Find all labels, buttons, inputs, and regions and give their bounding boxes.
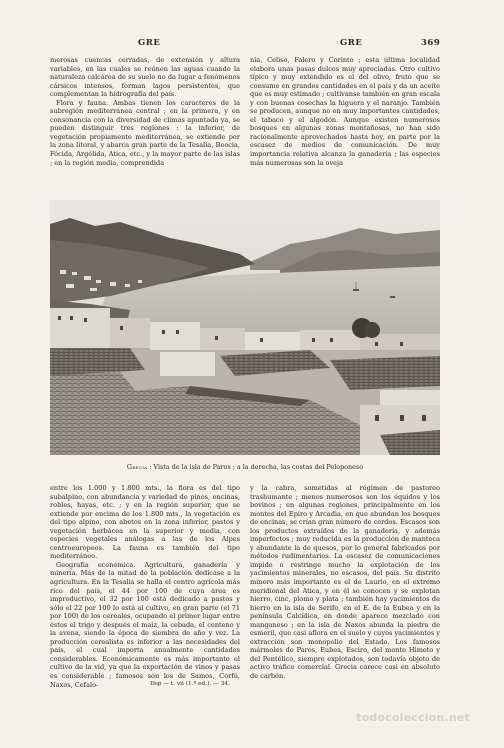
paros-photo xyxy=(50,200,440,455)
paragraph: y la cabra, sometidas al régimen de pastoreo trashumante ; menos numerosos son los équidos y los bovinos ; en algunas regiones, principalmente en los montes del Epiro y Arcadia, en que abundan los bosques de encinas, se crían gran número de cerdos. Escasos son los productos extraídos de la ganadería, y además imperfectos ; muy reducida es la producción de manteca y abundante la de quesos, por lo general fabricados por métodos rudimentarios. La escasez de comunicaciones impide o restringe mucho la explotación de los yacimientos minerales, no escasos, del país. Su distrito minero más importante es el de Laurio, en el extremo meridional del Atica, y en él se conocen y se explotan hierro, cinc, plomo y plata ; también hay yacimientos de hierro en la isla de Serifo, en el E. de la Eubea y en la península Calcídica, en donde aparece mezclado con manganeso ; en la isla de Naxos abunda la piedra de esmeril, que casi aflora en el suelo y cuyos yacimientos y extracción son monopolio del Estado. Los famosos mármoles de Paros, Eubea, Esciro, del monte Himeto y del Pentélico, siempre explotados, son todavía objeto de activo tráfico comercial. Grecia carece casi en absoluto de carbón. xyxy=(250,484,440,681)
header-left-word: GRE xyxy=(138,38,161,48)
column-top-left xyxy=(50,56,240,198)
header-right-word: GRE xyxy=(340,38,363,48)
paragraph: Geografía económica. Agricultura, ganadería y minería. Más de la mitad de la población dedícase a la agricultura. En la Tesalia se halla el centro agrícola más rico del país, el 44 por 100 de cuya área es improductivo, el 32 por 100 está dedicado a pastos y sólo el 22 por 100 lo está al cultivo, en gran parte (el 71 por 100) de los cereales, ocupando el primer lugar entre éstos el trigo y después el maíz, la cebada, el centeno y la avena, siendo la época de siembra de año y vez. La producción cerealista es inferior a las necesidades del país, el cual importa anualmente cantidades considerables. Económicamente es más importante el cultivo de la vid, ya que la exportación de vinos y pasas es considerable ; famosos son los de Samos, Corfú, Naxos, Cefalo- xyxy=(50,560,240,689)
paragraph: nia, Celiso, Falero y Corinto ; esta última localidad elabora unas pasas dulces muy apreciadas. Otro cultivo típico y muy extendido es el del olivo, fruto que se consume en grandes cantidades en el país y da un aceite que es muy estimado ; cultívanse también en gran escala y con buenas cosechas la higuera y el naranjo. También se producen, aunque no en muy importantes cantidades, el tabaco y el algodón. Aunque existen numerosos bosques en algunas zonas montañosas, no han sido racionalmente aprovechados hasta hoy, en parte por la escasez de medios de comunicación. De muy importancia relativa alcanza la ganadería ; las especies más numerosas son la oveja xyxy=(250,56,440,167)
watermark: todocoleccion.net xyxy=(356,711,470,724)
paros-harbor-illustration xyxy=(50,200,440,455)
column-bottom-right xyxy=(250,484,440,681)
page-header xyxy=(50,38,440,52)
column-top-right xyxy=(250,56,440,198)
caption-text: : Vista de la isla de Paros ; a la derecha, las costas del Peloponeso xyxy=(149,463,364,471)
caption-place: Grecia xyxy=(126,463,148,471)
paragraph: Flora y fauna. Ambas tienen los caracteres de la subregión mediterránea central ; en la primera, y en consonancia con la diversidad de climas apuntada ya, se pueden distinguir tres regiones : la inferior, de vegetación propiamente mediterránea, se extiende por la zona litoral, y abarca gran parte de la Tesalia, Beocia, Fócida, Argólida, Atica, etc., y la mayor parte de las islas ; en la región media, comprendida xyxy=(50,98,240,167)
paragraph: entre los 1.000 y 1.800 mts., la flora es del tipo subalpino, con abundancia y variedad de pinos, encinas, robles, hayas, etc. ; y en la región superior, que se extiende por encima de los 1.800 mts., la vegetación es del tipo alpino, con abetos en la zona inferior, pastos y vegetación herbácea en la superior y media, con especies vegetales análogas a las de los Alpes centroeuropeos. La fauna es también del tipo mediterráneo. xyxy=(50,484,240,561)
page-number: 369 xyxy=(421,38,441,48)
page-footer: Dsp — t. vii (1.ª ed.). — 34. xyxy=(150,681,230,687)
photo-caption xyxy=(50,463,440,471)
paragraph: merosas cuencas cerradas, de extensión y altura variables, en las cuales se reúnen las aguas cuando la naturaleza calcárea de su suelo no da lugar a fenómenos cársicos intensos, forman lagos persistentes, que complementan la hidrografía del país. xyxy=(50,56,240,99)
